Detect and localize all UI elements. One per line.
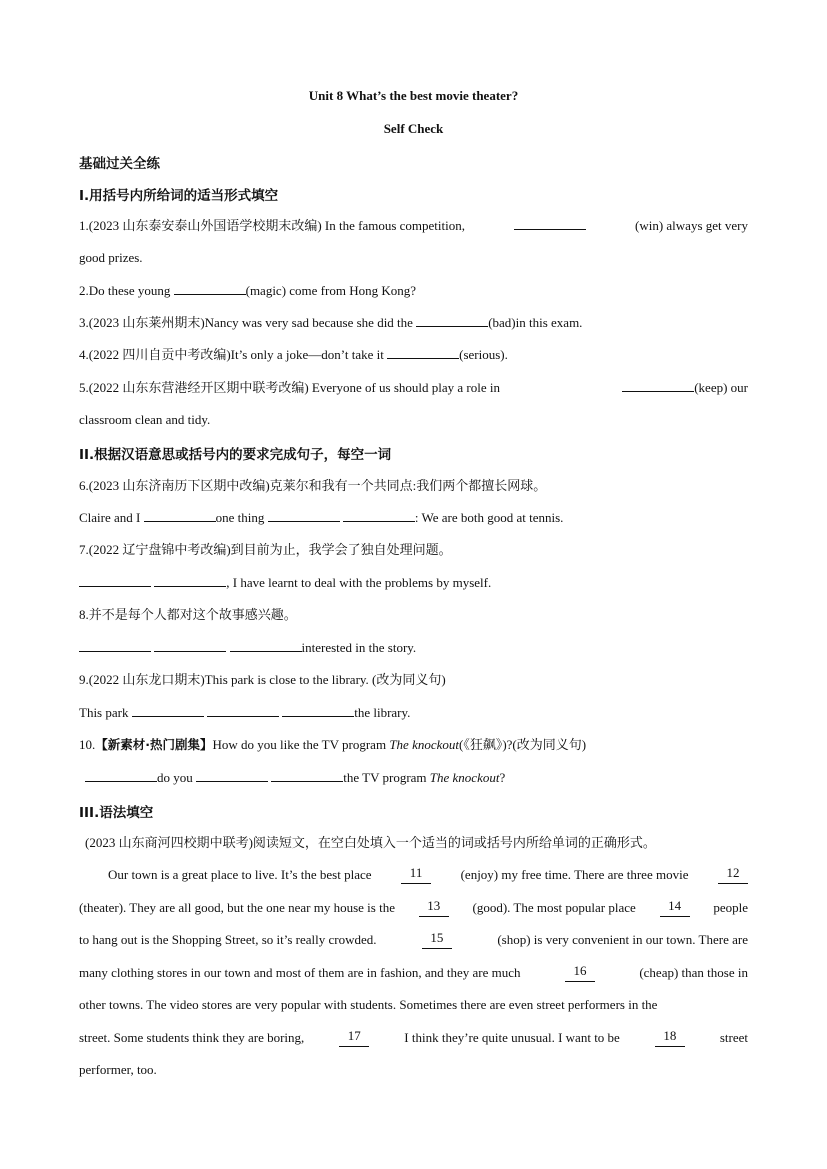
section2-heading: II.根据汉语意思或括号内的要求完成句子，每空一词 <box>79 447 392 463</box>
question-7-answer: , I have learnt to deal with the problems by myself. <box>79 574 748 592</box>
question-5-line-2: classroom clean and tidy. <box>79 412 211 427</box>
answer-blank[interactable] <box>154 639 226 652</box>
answer-blank[interactable] <box>271 769 343 782</box>
question-8-prompt: 8.并不是每个人都对这个故事感兴趣。 <box>79 607 297 622</box>
passage-line-1: Our town is a great place to live. It’s the best place 11 (enjoy) my free time. There are three movie 12 <box>108 866 748 884</box>
question-5-line-1: 5.(2022 山东东营港经开区期中联考改编) Everyone of us should play a role in (keep) our <box>79 380 748 395</box>
answer-blank[interactable] <box>207 704 279 717</box>
unit-title: Unit 8 What’s the best movie theater? <box>308 88 519 103</box>
answer-blank[interactable] <box>230 639 302 652</box>
question-6-prompt: 6.(2023 山东济南历下区期中改编)克莱尔和我有一个共同点:我们两个都擅长网球。 <box>79 478 547 493</box>
question-7-prompt: 7.(2022 辽宁盘锦中考改编)到目前为止，我学会了独自处理问题。 <box>79 542 452 557</box>
answer-blank[interactable] <box>196 769 268 782</box>
new-material-tag: 【新素材·热门剧集】 <box>95 737 213 752</box>
passage-line-5: other towns. The video stores are very popular with students. Sometimes there are even street performers in the <box>79 997 658 1012</box>
answer-blank[interactable] <box>514 217 586 230</box>
question-10-answer: do you the TV program The knockout? <box>85 769 748 787</box>
question-8-answer: interested in the story. <box>79 639 748 657</box>
question-2: 2.Do these young (magic) come from Hong Kong? <box>79 283 416 298</box>
answer-blank[interactable] <box>343 509 415 522</box>
answer-blank[interactable] <box>144 509 216 522</box>
cloze-blank-12[interactable]: 12 <box>718 866 748 884</box>
cloze-blank-13[interactable]: 13 <box>419 899 449 917</box>
passage-line-2: (theater). They are all good, but the one near my house is the 13 (good). The most popular place 14 people <box>79 898 748 915</box>
answer-blank[interactable] <box>268 509 340 522</box>
cloze-blank-15[interactable]: 15 <box>422 931 452 949</box>
answer-blank[interactable] <box>387 346 459 359</box>
question-9-answer: This park the library. <box>79 705 411 720</box>
practice-title: 基础过关全练 <box>79 156 160 172</box>
answer-blank[interactable] <box>416 314 488 327</box>
section3-intro: (2023 山东商河四校期中联考)阅读短文，在空白处填入一个适当的词或括号内所给单词的正确形式。 <box>85 835 656 850</box>
cloze-blank-16[interactable]: 16 <box>565 964 595 982</box>
question-1-line-2: good prizes. <box>79 250 143 265</box>
passage-line-4: many clothing stores in our town and most of them are in fashion, and they are much 16 (cheap) than those in <box>79 963 748 980</box>
answer-blank[interactable] <box>154 574 226 587</box>
section3-heading: III.语法填空 <box>79 805 154 821</box>
passage-line-3: to hang out is the Shopping Street, so it’s really crowded. 15 (shop) is very convenient in our town. There are <box>79 930 748 947</box>
passage-line-6: street. Some students think they are boring, 17 I think they’re quite unusual. I want to be 18 street <box>79 1028 748 1045</box>
section1-heading: I.用括号内所给词的适当形式填空 <box>79 188 279 204</box>
cloze-blank-11[interactable]: 11 <box>401 866 431 884</box>
answer-blank[interactable] <box>79 574 151 587</box>
page-subtitle: Self Check <box>383 121 444 136</box>
passage-line-7: performer, too. <box>79 1062 157 1077</box>
answer-blank[interactable] <box>622 379 694 392</box>
question-10-prompt: 10.【新素材·热门剧集】How do you like the TV program The knockout(《狂飙》)?(改为同义句) <box>79 737 587 752</box>
answer-blank[interactable] <box>85 769 157 782</box>
question-4: 4.(2022 四川自贡中考改编)It’s only a joke—don’t take it (serious). <box>79 347 508 362</box>
cloze-blank-14[interactable]: 14 <box>660 899 690 917</box>
question-1-line-1: 1.(2023 山东泰安泰山外国语学校期末改编) In the famous competition, (win) always get very <box>79 218 748 233</box>
answer-blank[interactable] <box>174 282 246 295</box>
question-9-prompt: 9.(2022 山东龙口期末)This park is close to the library. (改为同义句) <box>79 672 446 687</box>
cloze-blank-18[interactable]: 18 <box>655 1029 685 1047</box>
answer-blank[interactable] <box>132 704 204 717</box>
answer-blank[interactable] <box>79 639 151 652</box>
question-3: 3.(2023 山东莱州期末)Nancy was very sad because she did the (bad)in this exam. <box>79 315 583 330</box>
question-6-answer: Claire and I one thing : We are both good at tennis. <box>79 510 564 525</box>
cloze-blank-17[interactable]: 17 <box>339 1029 369 1047</box>
answer-blank[interactable] <box>282 704 354 717</box>
